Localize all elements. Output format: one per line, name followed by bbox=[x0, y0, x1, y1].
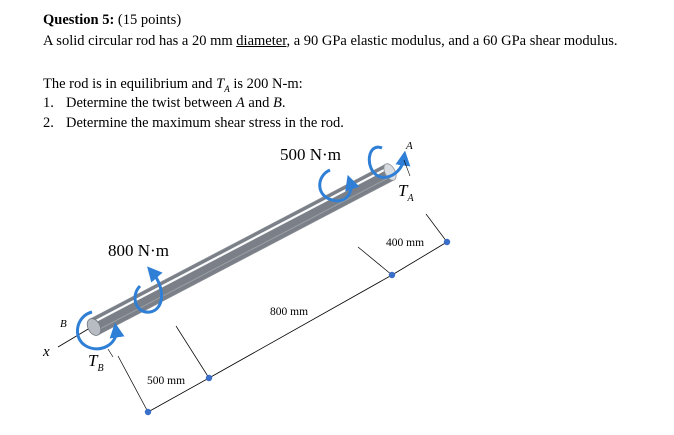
given-text-before: The rod is in equilibrium and bbox=[43, 76, 217, 92]
statement-text-before: A solid circular rod has a 20 mm bbox=[43, 33, 237, 49]
torque-tb-label bbox=[88, 351, 104, 374]
point-b-label: B bbox=[60, 318, 67, 330]
task-number: 1. bbox=[43, 95, 54, 111]
task-text: . bbox=[281, 95, 286, 111]
torque-tb-symbol: T bbox=[88, 351, 98, 370]
tb-leader-line bbox=[108, 349, 113, 357]
dimension-dot bbox=[145, 409, 151, 415]
point-a-symbol: A bbox=[235, 95, 245, 111]
question-label: Question 5: bbox=[43, 12, 115, 28]
given-torque-subscript: A bbox=[224, 83, 230, 94]
torque-tb-subscript: B bbox=[97, 363, 104, 374]
task-text: Determine the twist between bbox=[66, 95, 236, 111]
dimension-dot bbox=[206, 375, 212, 381]
torque-ta-symbol: T bbox=[398, 181, 408, 200]
dimension-line-800 bbox=[209, 275, 392, 378]
given-text-after: is 200 N-m: bbox=[229, 76, 303, 92]
dimension-label-400: 400 mm bbox=[386, 237, 425, 249]
dimension-dot bbox=[389, 272, 395, 278]
torque-ta-subscript: A bbox=[407, 193, 414, 204]
question-points: (15 points) bbox=[117, 12, 182, 28]
torque-label-500: 500 N·m bbox=[280, 145, 341, 164]
given-torque-symbol: T bbox=[216, 76, 225, 92]
dimension-label-800: 800 mm bbox=[270, 306, 309, 318]
point-b-symbol: B bbox=[272, 95, 282, 111]
dimension-dot bbox=[444, 239, 450, 245]
extension-line-a bbox=[426, 214, 447, 242]
task-number: 2. bbox=[43, 115, 54, 131]
ta-leader-line bbox=[404, 160, 410, 176]
dimension-label-500: 500 mm bbox=[147, 375, 186, 387]
task-text: Determine the maximum shear stress in the rod. bbox=[66, 115, 344, 131]
point-a-label: A bbox=[406, 140, 413, 152]
extension-line-mid bbox=[358, 247, 392, 275]
extension-line-800 bbox=[176, 326, 209, 378]
statement-text-after: , a 90 GPa elastic modulus, and a 60 GPa shear modulus. bbox=[286, 33, 618, 49]
torque-label-800: 800 N·m bbox=[108, 241, 169, 260]
task-text: and bbox=[244, 95, 273, 111]
diameter-link[interactable]: diameter bbox=[236, 33, 287, 49]
torque-ta-label bbox=[398, 181, 414, 204]
x-axis-label: x bbox=[43, 344, 50, 360]
extension-line-b bbox=[118, 356, 148, 412]
